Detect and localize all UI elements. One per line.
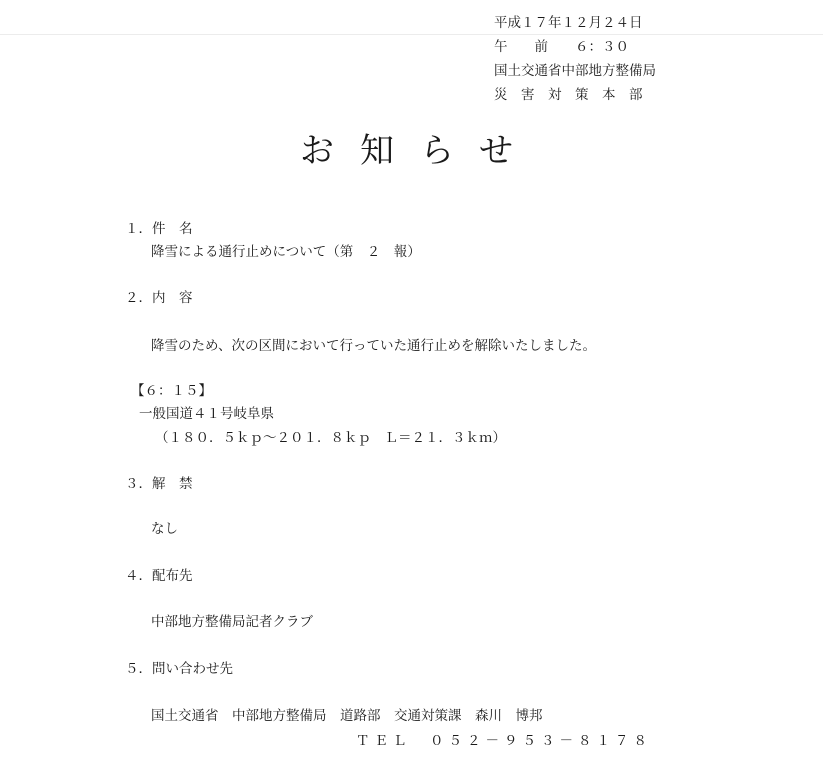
section-lifted-heading: ３．解 禁 (125, 476, 193, 492)
section-distribution-text: 中部地方整備局記者クラブ (151, 614, 313, 630)
scan-artifact-line (0, 34, 823, 35)
section-lifted-text: なし (151, 521, 178, 537)
header-date: 平成１７年１２月２４日 (494, 15, 643, 31)
section-content-time-tag: 【６：１５】 (131, 383, 212, 399)
section-contact-tel: ＴＥＬ ０５２－９５３－８１７８ (356, 733, 652, 749)
section-content-heading: ２．内 容 (125, 290, 193, 306)
section-contact-text: 国土交通省 中部地方整備局 道路部 交通対策課 森川 博邦 (151, 708, 543, 724)
section-subject-heading: １．件 名 (125, 221, 193, 237)
header-organization: 国土交通省中部地方整備局 (494, 63, 656, 79)
header-time: 午 前 ６：３０ (494, 39, 629, 55)
section-content-segment: （１８０．５ｋｐ～２０１．８ｋｐ Ｌ＝２１．３ｋｍ） (155, 430, 506, 446)
section-subject-text: 降雪による通行止めについて（第 ２ 報） (151, 244, 421, 260)
section-content-route: 一般国道４１号岐阜県 (139, 406, 274, 422)
header-department: 災 害 対 策 本 部 (494, 87, 643, 103)
section-content-text: 降雪のため、次の区間において行っていた通行止めを解除いたしました。 (151, 338, 596, 354)
page-title: お知らせ (300, 131, 539, 171)
section-distribution-heading: ４．配布先 (125, 568, 193, 584)
section-contact-heading: ５．問い合わせ先 (125, 661, 233, 677)
